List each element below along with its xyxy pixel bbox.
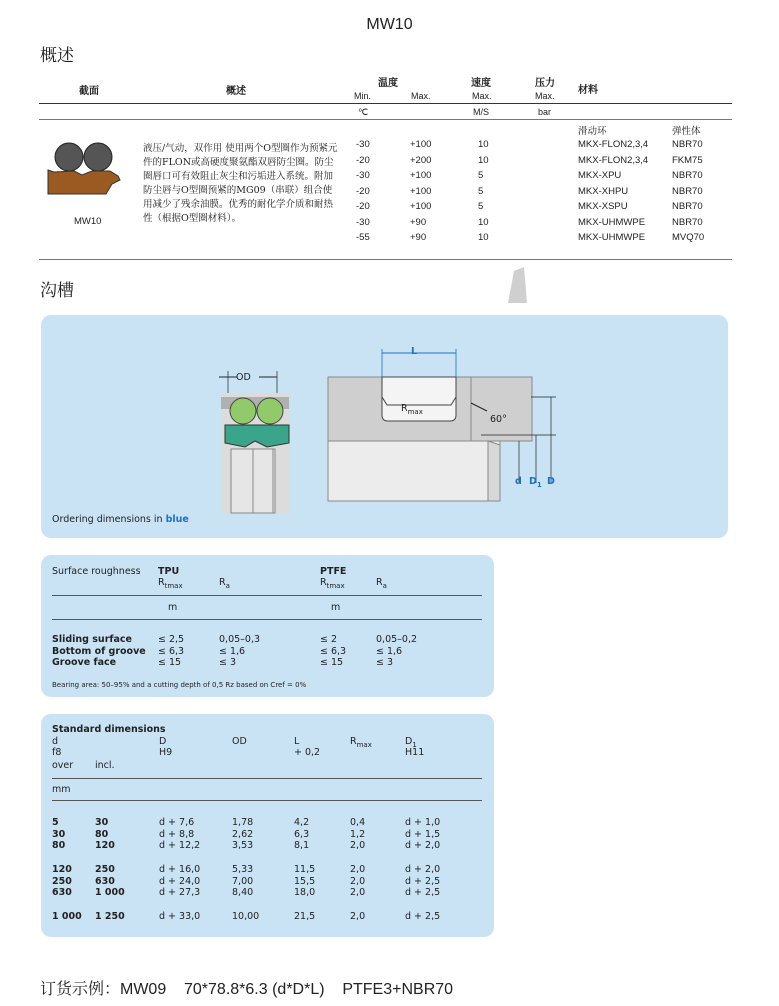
d-incl-cell: 30 [95, 817, 109, 828]
sliding-ring-cell: MKX-UHMWPE [578, 216, 646, 228]
Rmax-cell: 1,2 [350, 828, 366, 840]
Rmax-cell: 2,0 [350, 840, 366, 851]
speed-cell: 10 [478, 139, 489, 150]
groove-heading: 沟槽 [40, 281, 74, 300]
material-sliding-ring: 滑动环 [578, 126, 607, 137]
ordering-note: Ordering dimensions in blue [52, 514, 189, 525]
ptfe-unit: m [331, 602, 341, 613]
col-L-tol: + 0,2 [294, 747, 321, 758]
d-over-cell: 5 [52, 817, 59, 828]
OD-cell: 5,33 [232, 864, 254, 875]
temp-max-cell: +100 [410, 185, 432, 197]
D-cell: d + 7,6 [159, 817, 195, 828]
elastomer-cell: NBR70 [672, 201, 703, 212]
col-D: D [159, 736, 167, 747]
OD-cell: 2,62 [232, 828, 254, 840]
OD-cell: 7,00 [232, 875, 254, 887]
unit-speed: M/S [473, 107, 490, 117]
D-cell: d + 33,0 [159, 911, 201, 922]
temp-max-cell: +100 [410, 170, 432, 181]
temp-max: Max. [411, 91, 431, 101]
tpu-rtmax-cell: ≤ 15 [158, 657, 182, 668]
profile-label: MW10 [74, 216, 102, 227]
temp-max-cell: +90 [410, 216, 427, 228]
surface-name: Sliding surface [52, 634, 133, 645]
watermark-shape [500, 265, 530, 305]
order-example: 订货示例：MW09 70*78.8*6.3 (d*D*L) PTFE3+NBR70 [40, 981, 454, 998]
temp-max-cell: +100 [410, 201, 432, 212]
d-over-cell: 250 [52, 875, 72, 887]
standard-rule-1 [52, 778, 482, 779]
d-incl-cell: 80 [95, 828, 109, 840]
d-incl-cell: 120 [95, 840, 115, 851]
col-pressure: 压力 [535, 78, 555, 89]
col-section: 截面 [79, 86, 99, 97]
OD-cell: 8,40 [232, 887, 254, 898]
D-cell: d + 16,0 [159, 864, 201, 875]
col-temp: 温度 [378, 78, 398, 89]
tpu-rtmax-cell: ≤ 6,3 [158, 645, 185, 657]
col-over: over [52, 760, 74, 771]
big-d-label: D [547, 476, 555, 487]
l-label: L [411, 346, 418, 357]
overview-heading: 概述 [40, 46, 74, 65]
D1-cell: d + 2,5 [405, 911, 441, 922]
D-cell: d + 27,3 [159, 887, 201, 898]
temp-min-cell: -30 [356, 139, 370, 150]
roughness-rule-2 [52, 619, 482, 620]
col-D1-tol: H11 [405, 747, 425, 758]
D1-cell: d + 1,0 [405, 817, 441, 828]
material-elastomer: 弹性体 [672, 126, 701, 137]
col-D-tol: H9 [159, 747, 173, 758]
temp-min-cell: -55 [356, 232, 370, 243]
tpu-ra-cell: ≤ 1,6 [219, 645, 246, 657]
D1-cell: d + 2,0 [405, 864, 441, 875]
unit-temp: ℃ [358, 107, 369, 117]
description-text: 液压/气动，双作用 使用两个O型圈作为预紧元件的FLON或高硬度聚氨酯双唇防尘圈。防尘圈唇口可有效阻止灰尘和污垢进入系统。附加防尘唇与O型圈预紧的MG09（串联）组合使用减少了残余油膜。优秀的耐化学介质和耐热性（根据O型圈材料）。 [143, 143, 338, 224]
speed-cell: 10 [478, 232, 489, 243]
sliding-ring-cell: MKX-FLON2,3,4 [578, 139, 649, 150]
Rmax-cell: 2,0 [350, 875, 366, 887]
temp-min-cell: -30 [356, 170, 370, 181]
D1-cell: d + 2,0 [405, 840, 441, 851]
tpu-rtmax-cell: ≤ 2,5 [158, 634, 185, 645]
d-over-cell: 630 [52, 887, 72, 898]
speed-max: Max. [472, 91, 492, 101]
tpu-ra-cell: 0,05–0,3 [219, 634, 261, 645]
L-cell: 21,5 [294, 911, 316, 922]
standard-unit: mm [52, 784, 71, 795]
sliding-ring-cell: MKX-FLON2,3,4 [578, 154, 649, 166]
unit-pressure: bar [538, 107, 552, 117]
d-incl-cell: 630 [95, 875, 115, 887]
temp-max-cell: +200 [410, 154, 432, 166]
header-rule [39, 103, 732, 104]
roughness-note: Bearing area: 50–95% and a cutting depth of 0,5 Rz based on Cref = 0% [52, 681, 307, 689]
temp-min-cell: -20 [356, 201, 370, 212]
OD-cell: 3,53 [232, 840, 254, 851]
ptfe-rtmax-cell: ≤ 2 [320, 634, 338, 645]
col-desc: 概述 [226, 86, 246, 97]
col-incl: incl. [95, 760, 115, 771]
elastomer-cell: MVQ70 [672, 232, 705, 243]
Rmax-cell: 2,0 [350, 887, 366, 898]
rmax-label: $R_{max}$ [401, 403, 423, 416]
L-cell: 15,5 [294, 875, 316, 887]
ptfe-ra-cell: 0,05–0,2 [376, 634, 418, 645]
elastomer-cell: FKM75 [672, 154, 703, 166]
elastomer-cell: NBR70 [672, 170, 703, 181]
standard-title: Standard dimensions [52, 724, 166, 735]
D-cell: d + 8,8 [159, 828, 195, 840]
col-OD: OD [232, 736, 247, 747]
D-cell: d + 12,2 [159, 840, 201, 851]
ptfe-ra-cell: ≤ 3 [376, 657, 394, 668]
ptfe-rtmax: $R_{tmax}$ [320, 577, 345, 590]
ptfe-rtmax-cell: ≤ 15 [320, 657, 344, 668]
elastomer-cell: NBR70 [672, 139, 703, 150]
col-d-tol: f8 [52, 747, 62, 758]
d-label: d [515, 476, 522, 487]
elastomer-cell: NBR70 [672, 185, 703, 197]
sliding-ring-cell: MKX-XSPU [578, 201, 628, 212]
pressure-max: Max. [535, 91, 555, 101]
groove-drawing [41, 315, 728, 538]
sliding-ring-cell: MKX-XHPU [578, 185, 629, 197]
speed-cell: 5 [478, 201, 484, 212]
page-title: MW10 [366, 16, 413, 33]
roughness-rule-1 [52, 595, 482, 596]
OD-cell: 1,78 [232, 817, 254, 828]
d-incl-cell: 250 [95, 864, 115, 875]
tpu-label: TPU [158, 566, 180, 577]
d-incl-cell: 1 250 [95, 911, 125, 922]
temp-min: Min. [354, 91, 372, 101]
Rmax-cell: 2,0 [350, 911, 366, 922]
D1-cell: d + 2,5 [405, 887, 441, 898]
unit-rule [39, 119, 732, 120]
speed-cell: 10 [478, 154, 489, 166]
OD-cell: 10,00 [232, 911, 260, 922]
L-cell: 11,5 [294, 864, 316, 875]
L-cell: 8,1 [294, 840, 310, 851]
table-bottom-rule [39, 259, 732, 260]
d-incl-cell: 1 000 [95, 887, 125, 898]
Rmax-cell: 0,4 [350, 817, 366, 828]
seal-profile-image [44, 140, 134, 200]
tpu-unit: m [168, 602, 178, 613]
ptfe-ra-cell: ≤ 1,6 [376, 645, 403, 657]
col-L: L [294, 736, 300, 747]
d-over-cell: 1 000 [52, 911, 82, 922]
speed-cell: 5 [478, 170, 484, 181]
col-R: $R_{max}$ [350, 736, 372, 749]
Rmax-cell: 2,0 [350, 864, 366, 875]
ptfe-rtmax-cell: ≤ 6,3 [320, 645, 347, 657]
sliding-ring-cell: MKX-UHMWPE [578, 232, 646, 243]
surface-name: Bottom of groove [52, 645, 146, 657]
col-material: 材料 [578, 85, 598, 96]
od-label: OD [236, 372, 251, 383]
temp-max-cell: +90 [410, 232, 427, 243]
roughness-title: Surface roughness [52, 566, 141, 577]
L-cell: 6,3 [294, 828, 310, 840]
standard-rule-2 [52, 800, 482, 801]
d-over-cell: 30 [52, 828, 66, 840]
angle-label: 60° [490, 414, 507, 425]
col-speed: 速度 [471, 78, 491, 89]
d1-label: $D_1$ [529, 476, 542, 489]
L-cell: 4,2 [294, 817, 310, 828]
col-D1: $D_1$ [405, 736, 417, 749]
tpu-rtmax: $R_{tmax}$ [158, 577, 183, 590]
L-cell: 18,0 [294, 887, 316, 898]
temp-max-cell: +100 [410, 139, 432, 150]
tpu-ra-cell: ≤ 3 [219, 657, 237, 668]
speed-cell: 10 [478, 216, 489, 228]
D-cell: d + 24,0 [159, 875, 201, 887]
ptfe-ra: $R_a$ [376, 577, 387, 590]
D1-cell: d + 2,5 [405, 875, 441, 887]
sliding-ring-cell: MKX-XPU [578, 170, 622, 181]
D1-cell: d + 1,5 [405, 828, 441, 840]
d-over-cell: 80 [52, 840, 66, 851]
temp-min-cell: -30 [356, 216, 370, 228]
temp-min-cell: -20 [356, 154, 370, 166]
col-d: d [52, 736, 59, 747]
ptfe-label: PTFE [320, 566, 347, 577]
d-over-cell: 120 [52, 864, 72, 875]
temp-min-cell: -20 [356, 185, 370, 197]
surface-name: Groove face [52, 657, 117, 668]
elastomer-cell: NBR70 [672, 216, 703, 228]
speed-cell: 5 [478, 185, 484, 197]
tpu-ra: $R_a$ [219, 577, 230, 590]
